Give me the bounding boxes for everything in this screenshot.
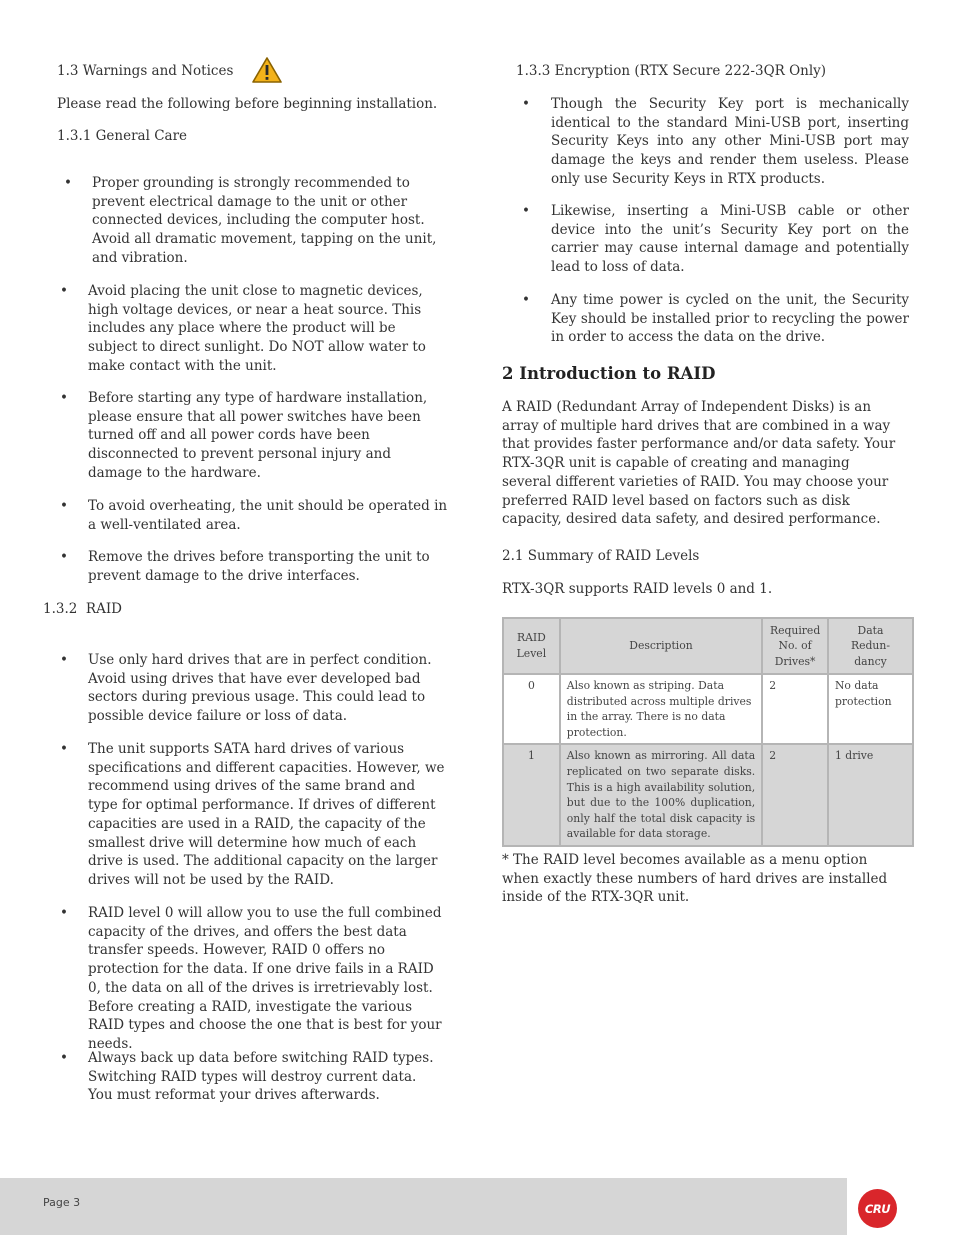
footer-bar xyxy=(0,1178,847,1235)
raid-levels-table xyxy=(502,617,914,847)
cru-logo-text: CRU xyxy=(864,1201,891,1216)
page-number: Page 3 xyxy=(43,1196,81,1209)
general-care-item-text: Avoid placing the unit close to magnetic devices, high voltage devices, or near a heat source. This includes any place where the product will be subject to direct sunlight. Do NOT allow water to make contact with the unit. xyxy=(88,283,426,374)
general-care-item-text: Before starting any type of hardware installation, please ensure that all power switches have been turned off and all power cords have been disconnected to prevent personal injury and damage to the hardware. xyxy=(88,390,428,481)
header-required-drives: Required No. of Drives* xyxy=(762,618,828,674)
warnings-heading: 1.3 Warnings and Notices xyxy=(57,63,234,79)
table-row xyxy=(503,744,913,846)
header-description: Description xyxy=(560,618,762,674)
raid-item-text: The unit supports SATA hard drives of various specifications and different capacities. However, we recommend using drives of the same brand and type for optimal performance. If drives of different capacities are used in a RAID, the capacity of the smallest drive will determine how much of each drive is used. The additional capacity on the larger drives will not be used by the RAID. xyxy=(88,741,445,888)
warning-triangle-icon xyxy=(251,56,283,84)
encryption-item-text: Any time power is cycled on the unit, the Security Key should be installed prior to recycling the power in order to access the data on the drive. xyxy=(551,292,909,346)
encryption-item-text: Though the Security Key port is mechanically identical to the standard Mini-USB port, inserting Security Keys into any other Mini-USB port may damage the keys and render them useless. Please only use Security Keys in RTX products. xyxy=(551,96,909,187)
raid-item-text: Always back up data before switching RAID types. Switching RAID types will destroy current data. You must reformat your drives afterwards. xyxy=(88,1050,434,1104)
section-title: 2 Introduction to RAID xyxy=(502,364,716,383)
header-raid-level: RAID Level xyxy=(503,618,560,674)
general-care-item-text: Remove the drives before transporting the unit to prevent damage to the drive interfaces. xyxy=(88,549,430,584)
table-row xyxy=(503,674,913,744)
raid-item-text: RAID level 0 will allow you to use the full combined capacity of the drives, and offers the best data transfer speeds. However, RAID 0 offers no protection for the data. If one drive fails in a RAID 0, the data on all of the drives is irretrievably lost. Before creating a RAID, investigate the various RAID types and choose the one that is best for your needs. xyxy=(88,905,442,1052)
cell-data-redundancy: 1 drive xyxy=(828,744,913,846)
intro-text: Please read the following before beginning installation. xyxy=(57,96,438,112)
raid-item-text: Use only hard drives that are in perfect condition. Avoid using drives that have ever developed bad sectors during previous usage. This could lead to possible device failure or loss of data. xyxy=(88,652,432,725)
summary-intro: RTX-3QR supports RAID levels 0 and 1. xyxy=(502,581,773,597)
encryption-item-text: Likewise, inserting a Mini-USB cable or other device into the unit’s Security Key port on the carrier may cause internal damage and potentially lead to loss of data. xyxy=(551,203,909,276)
footnote: * The RAID level becomes available as a menu option when exactly these numbers of hard drives are installed inside of the RTX-3QR unit. xyxy=(502,852,888,906)
summary-heading: 2.1 Summary of RAID Levels xyxy=(502,548,700,564)
general-care-item-text: Proper grounding is strongly recommended to prevent electrical damage to the unit or other connected devices, including the computer host. Avoid all dramatic movement, tapping on the unit, and vibration. xyxy=(92,175,437,266)
footer-divider xyxy=(847,1178,851,1235)
cell-required-drives: 2 xyxy=(762,674,828,744)
general-care-heading: 1.3.1 General Care xyxy=(57,128,188,144)
section-body: A RAID (Redundant Array of Independent Disks) is an array of multiple hard drives that are combined in a way that provides faster performance and/or data safety. Your RTX-3QR unit is capable of creating and managing several different varieties of RAID. You may choose your preferred RAID level based on factors such as disk capacity, desired data safety, and desired performance. xyxy=(502,399,896,528)
general-care-item-text: To avoid overheating, the unit should be operated in a well-ventilated area. xyxy=(88,498,448,533)
encryption-heading: 1.3.3 Encryption (RTX Secure 222-3QR Only) xyxy=(516,63,827,79)
header-data-redundancy: Data Redun-dancy xyxy=(828,618,913,674)
cru-logo xyxy=(858,1189,897,1228)
raid-heading: 1.3.2 RAID xyxy=(43,601,123,617)
cell-data-redundancy: No data protection xyxy=(828,674,913,744)
table-header-row xyxy=(503,618,913,674)
cell-description: Also known as striping. Data distributed across multiple drives in the array. There is no data protection. xyxy=(560,674,762,744)
cell-required-drives: 2 xyxy=(762,744,828,846)
cell-raid-level: 0 xyxy=(503,674,560,744)
cell-description: Also known as mirroring. All data replicated on two separate disks. This is a high availability solution, but due to the 100% duplication, only half the total disk capacity is available for data storage. xyxy=(560,744,762,846)
cell-raid-level: 1 xyxy=(503,744,560,846)
